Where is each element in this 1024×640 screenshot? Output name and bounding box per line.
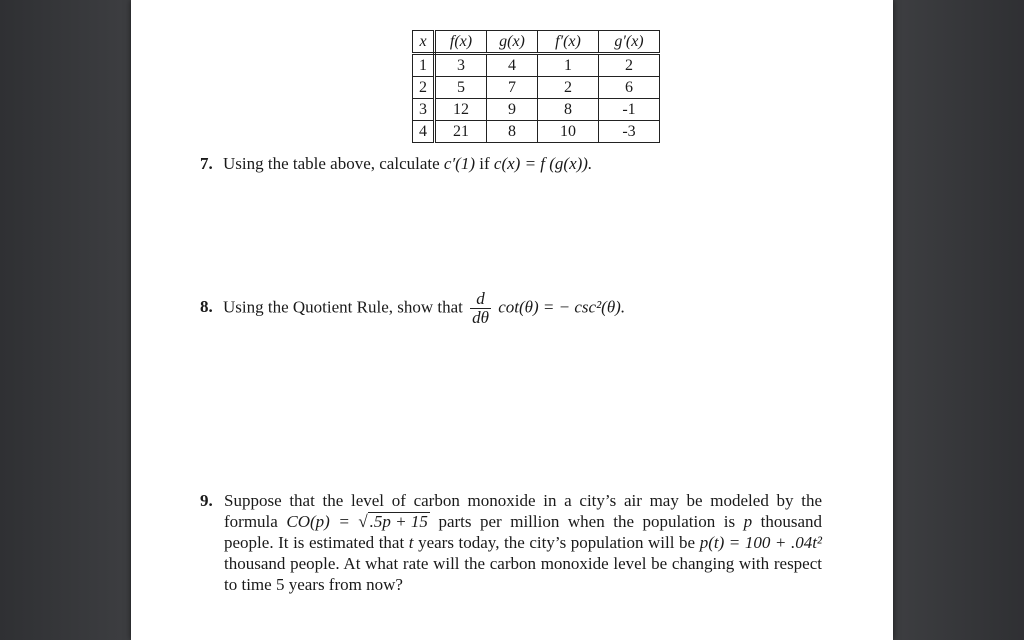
- fraction-denominator: dθ: [472, 308, 489, 327]
- problem-number: 9.: [200, 491, 213, 510]
- table-cell: 12: [435, 99, 487, 121]
- table-cell: 2: [413, 77, 435, 99]
- table-row: [413, 99, 660, 121]
- table-cell: 9: [487, 99, 538, 121]
- problem-text: Suppose that the level of carbon monoxide in a city’s air may be modeled by the formula: [224, 491, 822, 531]
- problem-9: [200, 490, 823, 594]
- problem-text: years today, the city’s population will be: [418, 533, 696, 552]
- problem-body: [224, 490, 822, 595]
- derivative-fraction: [470, 290, 491, 327]
- problem-number: 8.: [200, 297, 213, 317]
- math-variable: t: [408, 533, 414, 552]
- math-expression: cot(θ) = − csc²(θ).: [498, 297, 626, 317]
- math-expression: p(t) = 100 + .04t²: [699, 533, 823, 552]
- table-cell: 2: [538, 77, 599, 99]
- table-header-cell: f′(x): [538, 31, 599, 54]
- table-cell: -1: [599, 99, 660, 121]
- table-cell: 8: [487, 121, 538, 143]
- problem-8: [200, 290, 822, 327]
- table-header-cell: f(x): [435, 31, 487, 54]
- sqrt-radicand: .5p + 15: [369, 512, 428, 531]
- problem-number: 7.: [200, 154, 213, 173]
- math-expression: c′(1): [443, 154, 476, 173]
- table-cell: 1: [538, 54, 599, 77]
- table-cell: 6: [599, 77, 660, 99]
- table-cell: 4: [487, 54, 538, 77]
- table-cell: 1: [413, 54, 435, 77]
- table-header-row: [413, 31, 660, 54]
- table-cell: 4: [413, 121, 435, 143]
- table-row: [413, 121, 660, 143]
- document-page: [131, 0, 893, 640]
- table-cell: 21: [435, 121, 487, 143]
- table-row: [413, 54, 660, 77]
- problem-text: if: [479, 154, 490, 173]
- problem-text: thousand people. It is estimated that: [224, 512, 823, 552]
- problem-7: [200, 153, 822, 174]
- table-row: [413, 77, 660, 99]
- problem-text: Using the table above, calculate: [223, 154, 440, 173]
- problem-text: parts per million when the population is: [438, 512, 736, 531]
- table-header-cell: g′(x): [599, 31, 660, 54]
- table-cell: 3: [413, 99, 435, 121]
- table-cell: 3: [435, 54, 487, 77]
- math-expression: c(x) = f (g(x)).: [493, 154, 593, 173]
- sqrt-symbol: √: [358, 512, 368, 531]
- table-cell: -3: [599, 121, 660, 143]
- table-header-cell: x: [413, 31, 435, 54]
- table-cell: 10: [538, 121, 599, 143]
- math-expression: CO(p) =: [286, 512, 350, 531]
- table-cell: 5: [435, 77, 487, 99]
- table-cell: 8: [538, 99, 599, 121]
- table-header-cell: g(x): [487, 31, 538, 54]
- math-variable: p: [743, 512, 753, 531]
- values-table: [412, 30, 660, 143]
- problem-text: thousand people. At what rate will the carbon monoxide level be changing with respect to time 5 years from now?: [224, 554, 822, 594]
- fraction-numerator: d: [470, 290, 491, 309]
- table-cell: 7: [487, 77, 538, 99]
- problem-text: Using the Quotient Rule, show that: [223, 297, 463, 317]
- table-cell: 2: [599, 54, 660, 77]
